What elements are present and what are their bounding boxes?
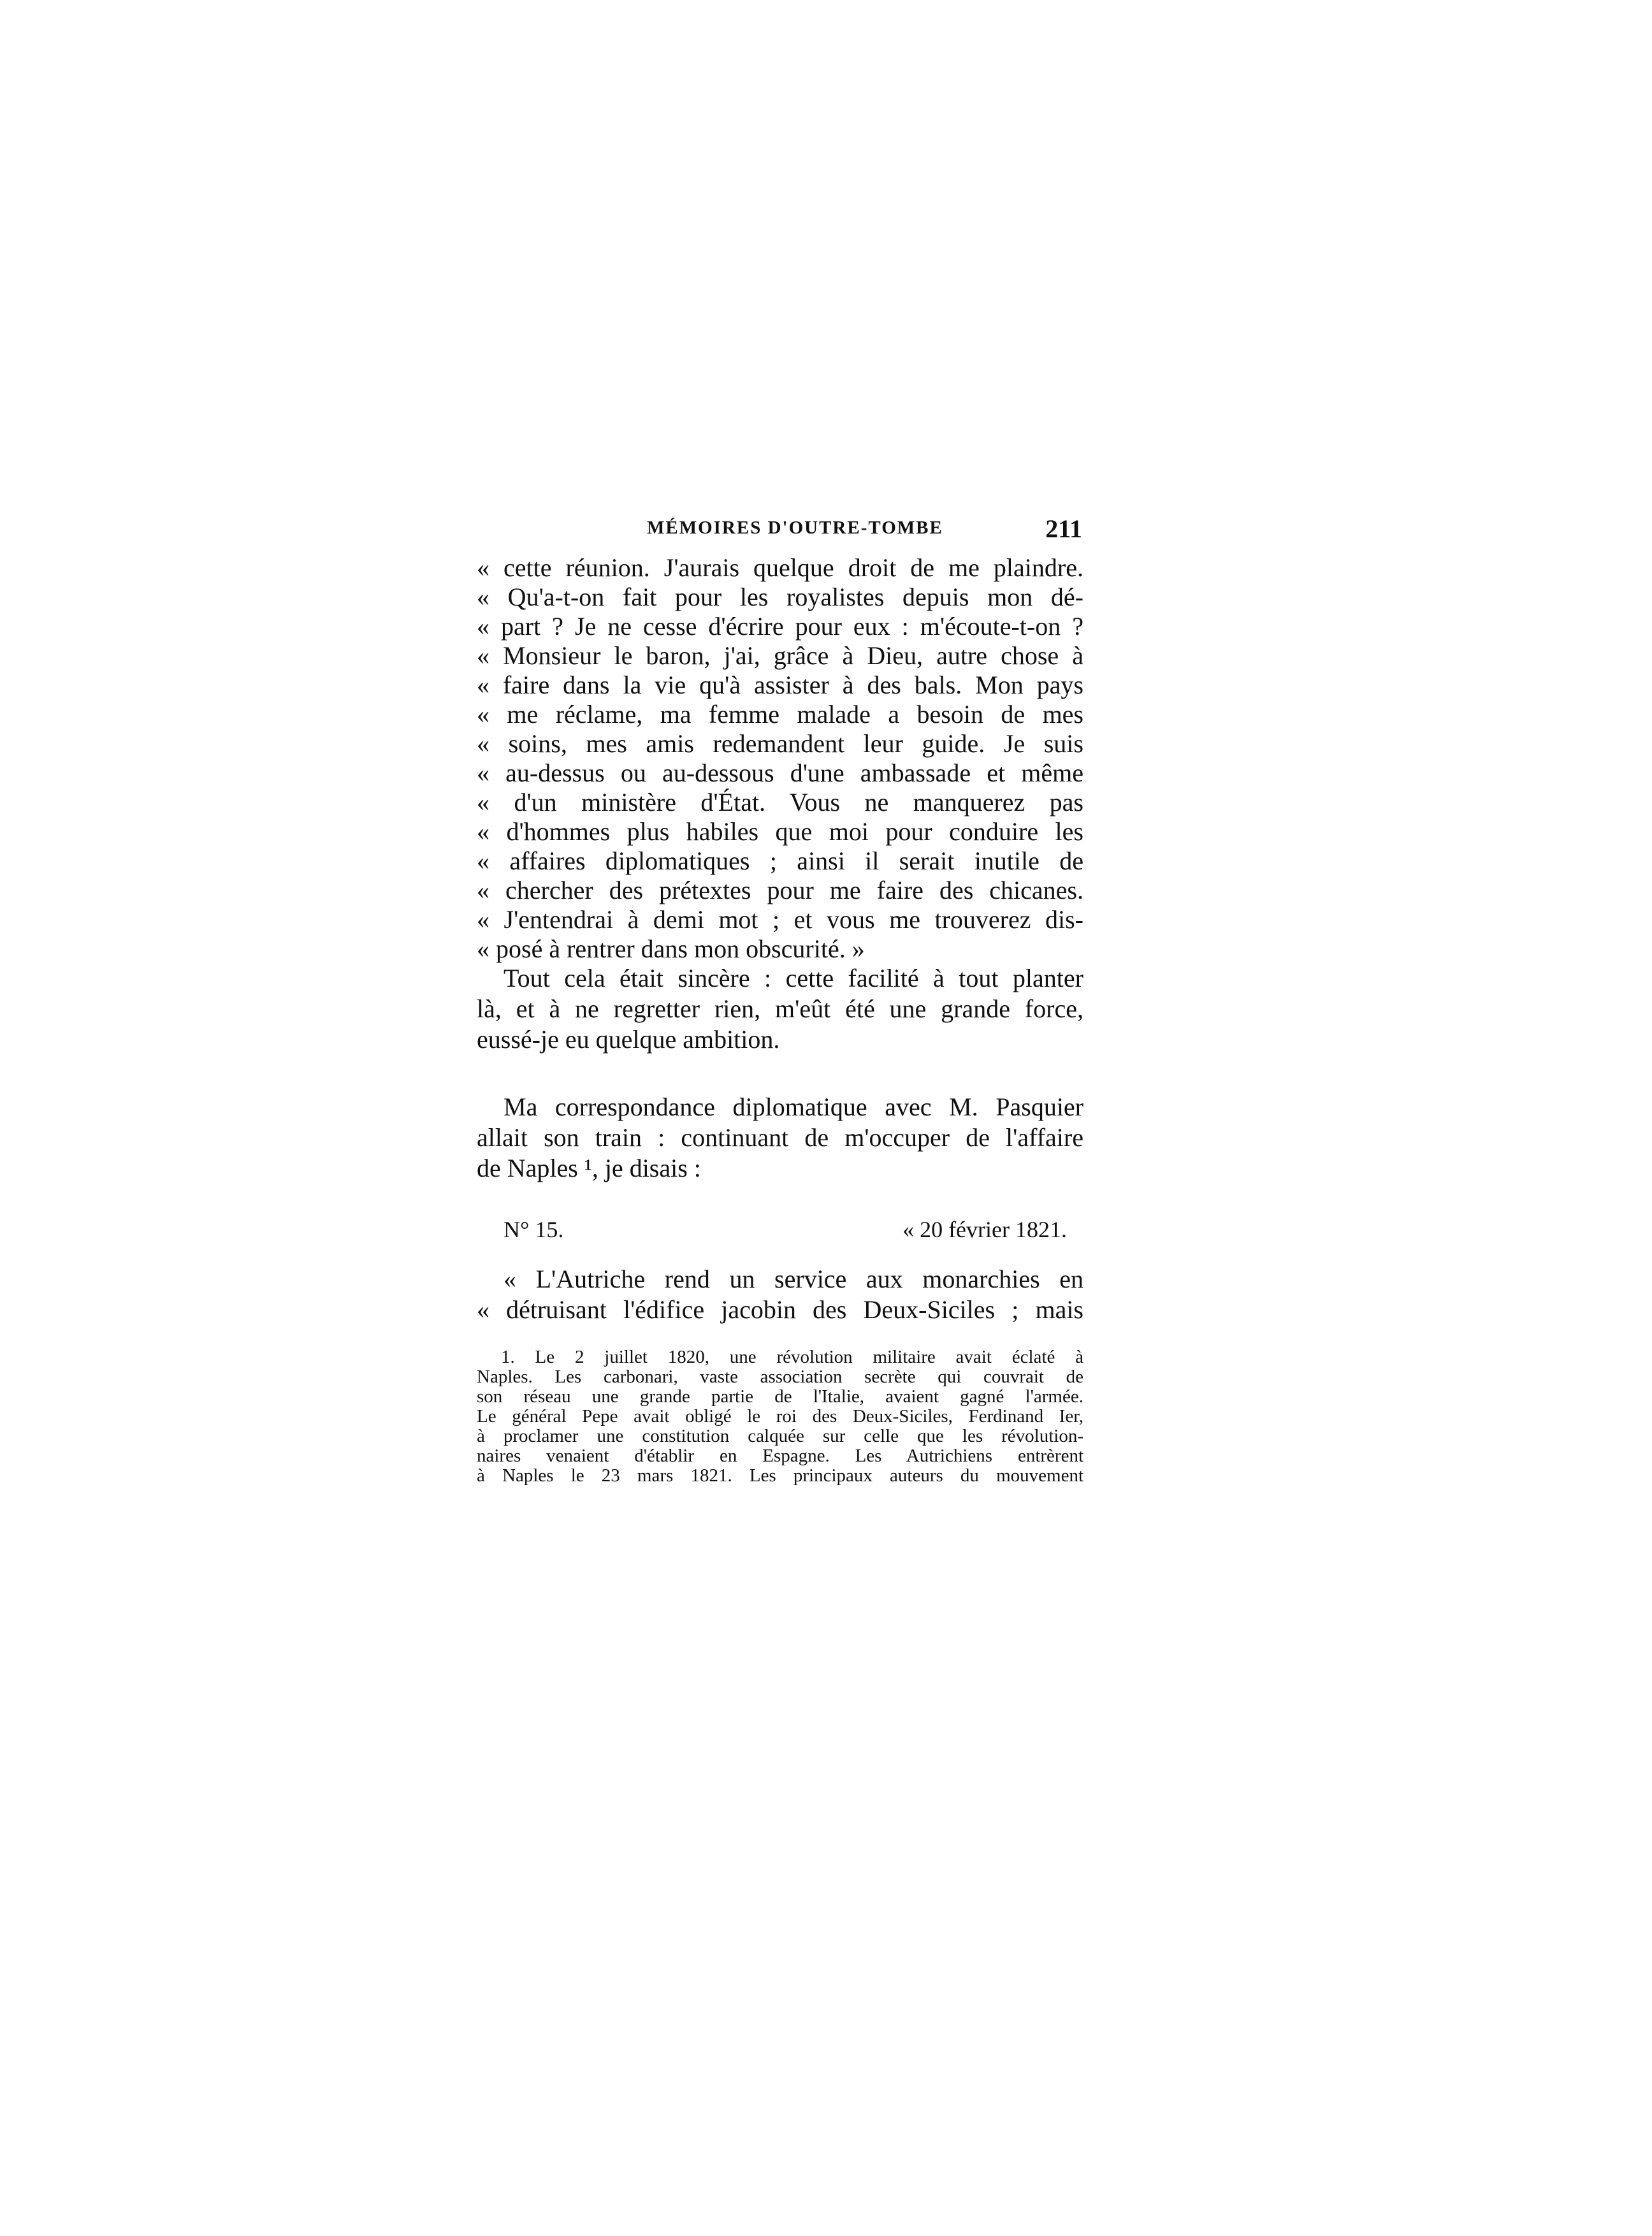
text-line: « Qu'a-t-on fait pour les royalistes depuis mon dé- [477,583,1083,611]
footnote-line: à Naples le 23 mars 1821. Les principaux auteurs du mouvement [477,1466,1083,1486]
dispatch-date: « 20 février 1821. [902,1217,1067,1242]
text-line: allait son train : continuant de m'occuper de l'affaire [477,1123,1083,1152]
running-title: MÉMOIRES D'OUTRE-TOMBE [647,518,943,538]
footnote-line: Naples. Les carbonari, vaste association secrète qui couvrait de [477,1367,1083,1387]
footnote-line: à proclamer une constitution calquée sur celle que les révolution- [477,1427,1083,1446]
text-line: « au-dessus ou au-dessous d'une ambassade et même [477,759,1083,787]
page-number: 211 [1045,514,1082,543]
text-line: « L'Autriche rend un service aux monarchies en [504,1265,1083,1293]
text-line: « cette réunion. J'aurais quelque droit de me plaindre. [477,553,1083,582]
text-line: « d'hommes plus habiles que moi pour conduire les [477,817,1083,846]
text-line: de Naples ¹, je disais : [477,1154,701,1182]
footnote-line: Le général Pepe avait obligé le roi des Deux-Siciles, Ferdinand Ier, [477,1407,1083,1427]
text-line: « chercher des prétextes pour me faire des chicanes. [477,876,1083,904]
text-line: « posé à rentrer dans mon obscurité. » [477,934,865,963]
text-line: « J'entendrai à demi mot ; et vous me trouverez dis- [477,905,1083,934]
footnote-line: 1. Le 2 juillet 1820, une révolution militaire avait éclaté à [501,1347,1083,1367]
text-line: eussé-je eu quelque ambition. [477,1025,780,1054]
footnote-line: naires venaient d'établir en Espagne. Les Autrichiens entrèrent [477,1446,1083,1466]
footnote-line: son réseau une grande partie de l'Italie, avaient gagné l'armée. [477,1387,1083,1407]
text-line: « me réclame, ma femme malade a besoin de mes [477,700,1083,729]
text-line: « affaires diplomatiques ; ainsi il serait inutile de [477,846,1083,875]
dispatch-number: N° 15. [504,1217,564,1242]
text-line: Ma correspondance diplomatique avec M. Pasquier [504,1093,1083,1121]
dispatch-heading [504,1216,1083,1248]
running-head [472,514,1109,556]
text-line: « détruisant l'édifice jacobin des Deux-Siciles ; mais [477,1295,1083,1324]
text-line: « part ? Je ne cesse d'écrire pour eux : m'écoute-t-on ? [477,612,1083,641]
text-line: « Monsieur le baron, j'ai, grâce à Dieu, autre chose à [477,641,1083,670]
text-line: « soins, mes amis redemandent leur guide. Je suis [477,729,1083,758]
text-line: « faire dans la vie qu'à assister à des bals. Mon pays [477,671,1083,699]
text-line: « d'un ministère d'État. Vous ne manquerez pas [477,788,1083,817]
text-line: Tout cela était sincère : cette facilité à tout planter [504,964,1083,992]
text-line: là, et à ne regretter rien, m'eût été une grande force, [477,994,1083,1023]
